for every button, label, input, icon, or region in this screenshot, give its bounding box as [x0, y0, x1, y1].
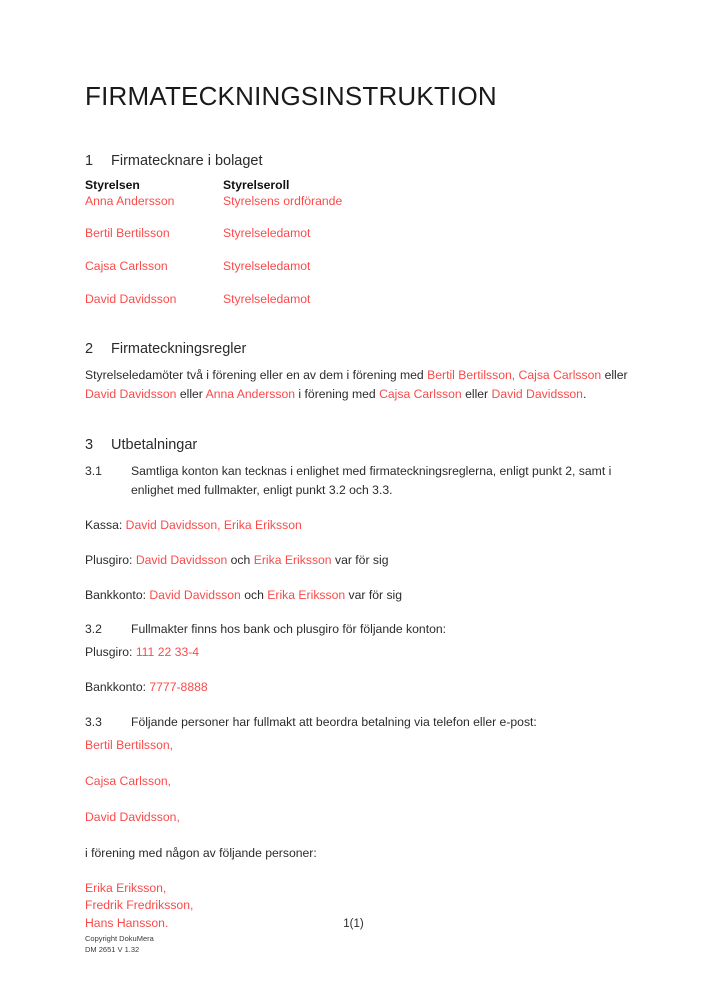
bankkonto-signer-2: Erika Eriksson — [267, 587, 346, 602]
joint-person: Fredrik Fredriksson, — [85, 898, 194, 913]
column-header-styrelsen: Styrelsen — [85, 177, 140, 192]
clause-3-1 — [85, 462, 630, 500]
section-2-heading — [85, 341, 630, 357]
board-members-table — [85, 178, 630, 308]
plusgiro-signers-label: Plusgiro: — [85, 552, 136, 567]
clause-3-1-number: 3.1 — [85, 463, 102, 478]
table-row — [85, 226, 630, 259]
clause-3-1-text: Samtliga konton kan tecknas i enlighet med firmateckningsreglerna, enligt punkt 2, samt i enlighet med fullmakter, enligt punkt 3.2 och 3.3. — [131, 463, 612, 497]
plusgiro-account-label: Plusgiro: — [85, 645, 136, 660]
plusgiro-account-line — [85, 643, 630, 662]
rule-text-part: eller — [461, 387, 492, 401]
document-title: FIRMATECKNINGSINSTRUKTION — [85, 81, 497, 111]
section-1-heading — [85, 153, 630, 169]
rule-name-cajsa: Cajsa Carlsson — [379, 387, 462, 401]
document-content — [85, 82, 630, 933]
plusgiro-account-value: 111 22 33-4 — [135, 645, 200, 660]
plusgiro-signer-2: Erika Eriksson — [253, 552, 332, 567]
footer-document-code: DM 2651 V 1.32 — [85, 944, 140, 954]
rule-name-bertil-cajsa: Bertil Bertilsson, Cajsa Carlsson — [427, 368, 602, 383]
board-member-role: Styrelseledamot — [223, 292, 311, 307]
clause-3-3-text: Följande personer har fullmakt att beordra betalning via telefon eller e-post: — [131, 715, 537, 730]
rule-text-part: Styrelseledamöter två i förening eller en av dem i förening med — [85, 368, 428, 383]
clause-3-3 — [85, 713, 630, 732]
authorized-person: Cajsa Carlsson, — [85, 773, 172, 788]
table-row — [85, 292, 630, 307]
firmateckningsregler-paragraph — [85, 366, 630, 404]
section-2-title: Firmateckningsregler — [111, 341, 247, 358]
table-row — [85, 194, 630, 227]
kassa-label: Kassa: — [85, 517, 126, 532]
plusgiro-signers-line — [85, 551, 630, 570]
plusgiro-signer-1: David Davidsson — [135, 552, 228, 567]
board-member-role: Styrelseledamot — [223, 259, 311, 274]
authorized-person: David Davidsson, — [85, 809, 180, 824]
rule-text-part: . — [582, 387, 587, 401]
section-1-number: 1 — [85, 152, 94, 169]
column-header-styrelseroll: Styrelseroll — [223, 177, 290, 192]
board-member-role: Styrelsens ordförande — [223, 193, 343, 208]
footer-copyright — [85, 934, 154, 955]
table-header-row — [85, 178, 630, 194]
clause-3-3-number: 3.3 — [85, 715, 102, 730]
plusgiro-signers-suffix: var för sig — [331, 552, 389, 567]
rule-text-part: eller — [601, 368, 628, 383]
kassa-value: David Davidsson, Erika Eriksson — [125, 517, 302, 532]
clause-3-2-text: Fullmakter finns hos bank och plusgiro för följande konton: — [131, 622, 447, 637]
bankkonto-signers-line — [85, 586, 630, 605]
table-row — [85, 259, 630, 292]
joint-person: Erika Eriksson, — [85, 880, 167, 895]
board-member-name: Cajsa Carlsson — [85, 259, 168, 274]
rule-text-part: eller — [176, 387, 206, 401]
bankkonto-account-label: Bankkonto: — [85, 680, 150, 695]
bankkonto-signers-conjunction: och — [240, 587, 268, 602]
rule-name-david-2: David Davidsson — [491, 387, 583, 401]
plusgiro-signers-conjunction: och — [227, 552, 254, 567]
clause-3-2-number: 3.2 — [85, 622, 102, 637]
board-member-name: Bertil Bertilsson — [85, 226, 170, 241]
footer-copyright-line-1: Copyright DokuMera — [85, 934, 154, 943]
board-member-role: Styrelseledamot — [223, 226, 311, 241]
joint-signing-note: i förening med någon av följande personer: — [85, 845, 317, 860]
section-1-title: Firmatecknare i bolaget — [111, 152, 263, 169]
section-2-number: 2 — [85, 341, 94, 358]
board-member-name: David Davidsson — [85, 292, 177, 307]
page-number: 1(1) — [343, 918, 364, 930]
bankkonto-signer-1: David Davidsson — [149, 587, 241, 602]
bankkonto-signers-label: Bankkonto: — [85, 587, 150, 602]
rule-name-anna: Anna Andersson — [205, 387, 296, 401]
kassa-line — [85, 516, 630, 535]
bankkonto-account-value: 7777-8888 — [149, 680, 208, 695]
clause-3-2 — [85, 620, 630, 639]
section-3-heading — [85, 437, 630, 453]
board-member-name: Anna Andersson — [85, 193, 175, 208]
rule-text-part: i förening med — [295, 387, 380, 401]
bankkonto-signers-suffix: var för sig — [345, 587, 403, 602]
authorized-person: Bertil Bertilsson, — [85, 738, 174, 753]
joint-person: Hans Hansson. — [85, 916, 169, 931]
section-3-number: 3 — [85, 436, 94, 453]
bankkonto-account-line — [85, 678, 630, 697]
section-3-title: Utbetalningar — [111, 436, 198, 453]
rule-name-david: David Davidsson — [85, 387, 177, 401]
